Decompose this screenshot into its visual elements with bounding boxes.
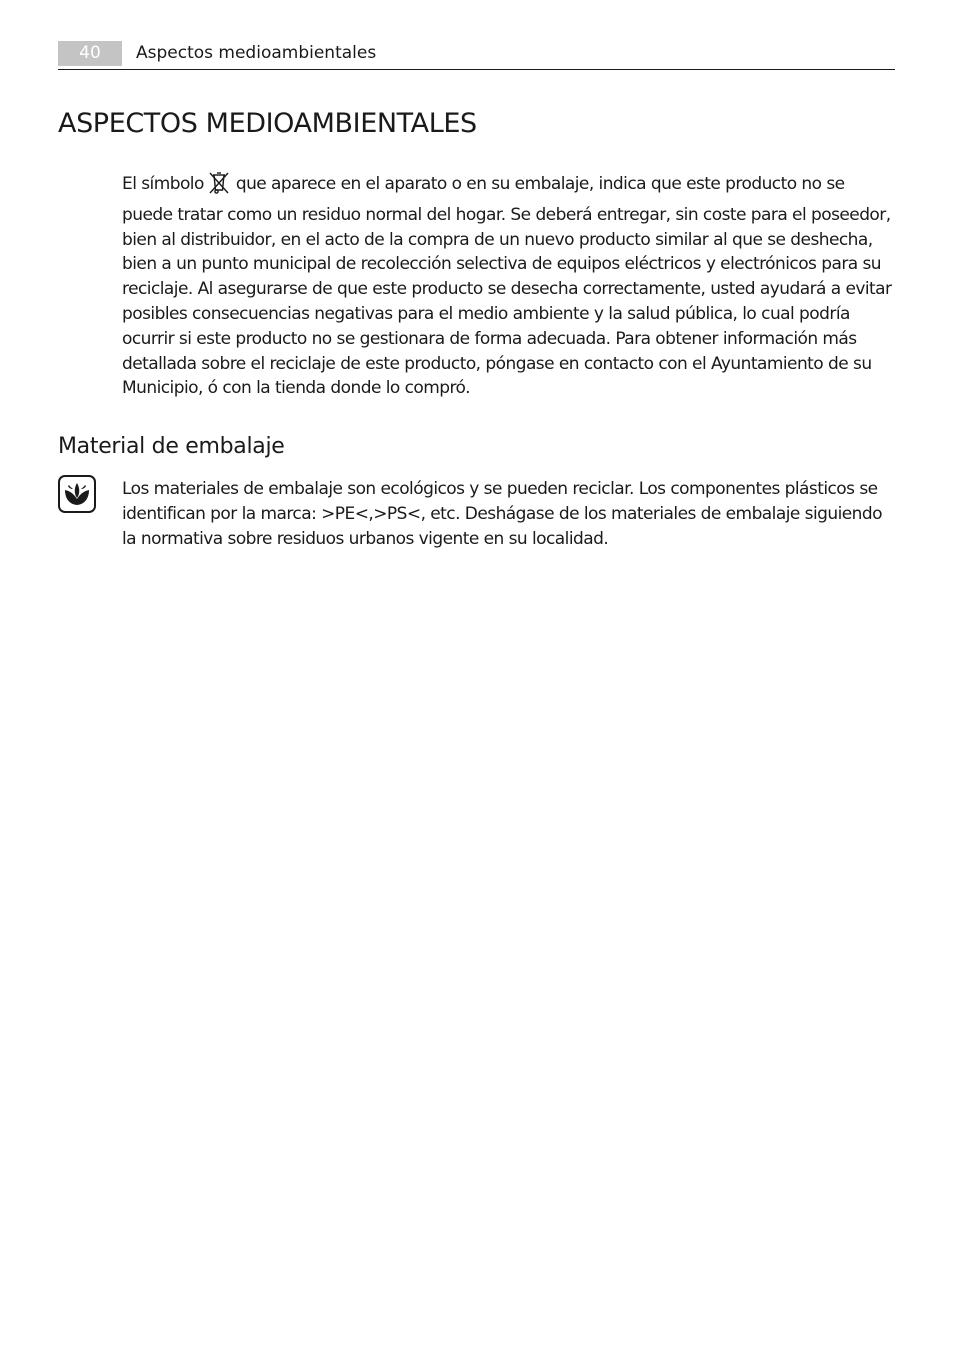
- page-title: ASPECTOS MEDIOAMBIENTALES: [58, 108, 477, 139]
- section-title-packaging: Material de embalaje: [58, 434, 285, 459]
- header-divider: [58, 69, 895, 70]
- disposal-text-before: El símbolo: [122, 174, 204, 194]
- disposal-text-after: que aparece en el aparato o en su embalaje, indica que este producto no se puede tratar como un residuo normal del hogar. Se deberá entregar, sin coste para el poseedor, bien al distribuidor, en el acto de la compra de un nuevo producto similar al que se deshecha, bien a un punto municipal de recolección selectiva de equipos eléctricos y electrónicos para su reciclaje. Al asegurarse de que este producto se desecha correctamente, usted ayudará a evitar posibles consecuencias negativas para el medio ambiente y la salud pública, lo cual podría ocurrir si este producto no se gestionara de forma adecuada. Para obtener información más detallada sobre el reciclaje de este producto, póngase en contacto con el Ayuntamiento de su Municipio, ó con la tienda donde lo compró.: [122, 174, 892, 399]
- crossed-out-wheelie-bin-icon: [208, 171, 230, 203]
- page-number: 40: [58, 41, 122, 66]
- page-header: [58, 41, 895, 71]
- disposal-paragraph: [122, 171, 894, 401]
- packaging-paragraph: Los materiales de embalaje son ecológicos y se pueden reciclar. Los componentes plásticos se identifican por la marca: >PE<,>PS<, etc. Deshágase de los materiales de embalaje siguiendo la normativa sobre residuos urbanos vigente en su localidad.: [122, 479, 882, 549]
- environment-leaf-icon: [58, 475, 96, 513]
- running-title: Aspectos medioambientales: [136, 43, 377, 63]
